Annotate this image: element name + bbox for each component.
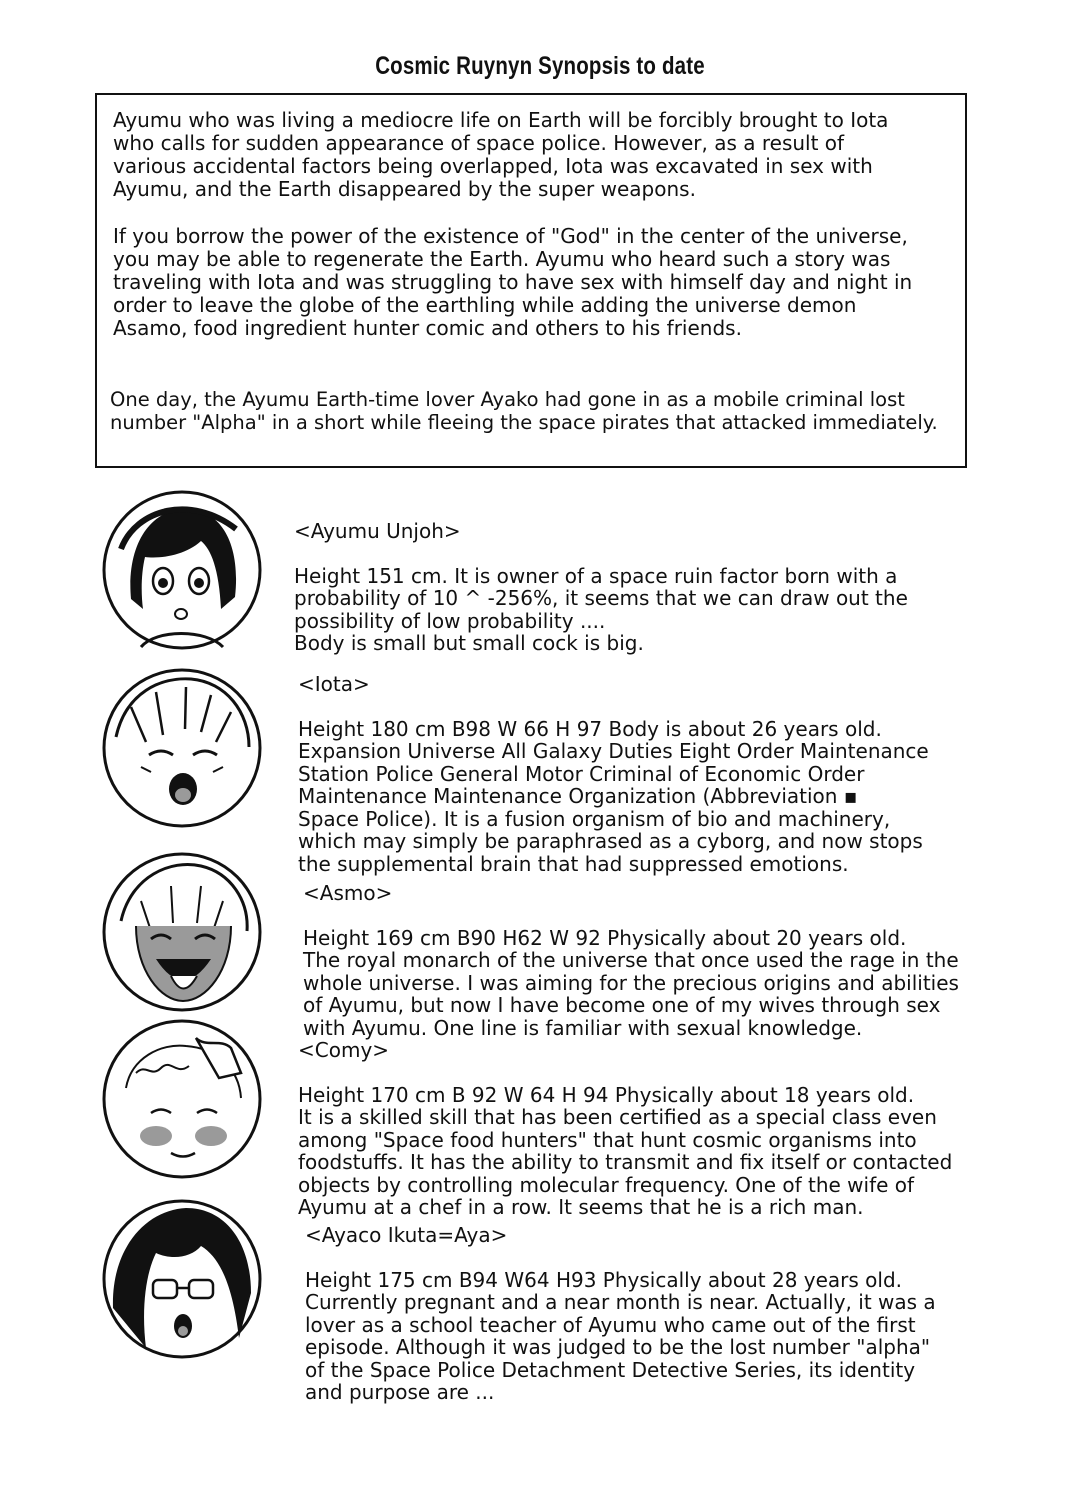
- portrait-ayaco: [101, 1198, 263, 1360]
- synopsis-box: [95, 93, 967, 468]
- portrait-iota: [101, 667, 263, 829]
- character-name: <Ayumu Unjoh>: [294, 518, 461, 543]
- character-bio-ayaco: [305, 1201, 1025, 1404]
- synopsis-paragraph-2: If you borrow the power of the existence of "God" in the center of the universe, you may be able to regenerate the Earth. Ayumu who heard such a story was traveling with Iota and was struggling to have sex with himself day and night in order to leave the globe of the earthling while adding the universe demon Asamo, food ingredient hunter comic and others to his friends.: [113, 224, 913, 340]
- character-name: <Ayaco Ikuta=Aya>: [305, 1222, 508, 1247]
- portrait-asmo: [101, 851, 263, 1013]
- character-bio-asmo: [303, 859, 1023, 1039]
- character-description: Height 180 cm B98 W 66 H 97 Body is about 26 years old. Expansion Universe All Galaxy Duties Eight Order Maintenance Station Police General Motor Criminal of Economic Order Maintenance Maintenance Organization (Abbreviation ▪ Space Police). It is a fusion organism of bio and machinery, which may simply be paraphrased as a cyborg, and now stops the supplemental brain that had suppressed emotions.: [298, 716, 929, 876]
- character-name: <Iota>: [298, 671, 370, 696]
- character-name: <Asmo>: [303, 880, 393, 905]
- synopsis-paragraph-3: One day, the Ayumu Earth-time lover Ayako had gone in as a mobile criminal lost number "Alpha" in a short while fleeing the space pirates that attacked immediately.: [110, 388, 938, 434]
- character-bio-iota: [298, 650, 1018, 875]
- character-description: Height 169 cm B90 H62 W 92 Physically about 20 years old. The royal monarch of the universe that once used the rage in the whole universe. I was aiming for the precious origins and abilities of Ayumu, but now I have become one of my wives through sex with Ayumu. One line is familiar with sexual knowledge.: [303, 925, 959, 1040]
- portrait-ayumu: [101, 489, 263, 651]
- page-title: Cosmic Ruynyn Synopsis to date: [375, 52, 705, 80]
- synopsis-paragraph-1: Ayumu who was living a mediocre life on Earth will be forcibly brought to Iota who calls for sudden appearance of space police. However, as a result of various accidental factors being overlapped, Iota was excavated in sex with Ayumu, and the Earth disappeared by the super weapons.: [113, 108, 889, 201]
- character-description: Height 170 cm B 92 W 64 H 94 Physically about 18 years old. It is a skilled skill that has been certified as a special class even among "Space food hunters" that hunt cosmic organisms into foodstuffs. It has the ability to transmit and fix itself or contacted objects by controlling molecular frequency. One of the wife of Ayumu at a chef in a row. It seems that he is a rich man.: [298, 1082, 953, 1219]
- character-description: Height 151 cm. It is owner of a space ruin factor born with a probability of 10 ^ -256%, it seems that we can draw out the possibility of low probability .... Body is small but small cock is big.: [294, 563, 908, 655]
- character-bio-comy: [298, 1016, 1018, 1219]
- character-name: <Comy>: [298, 1037, 390, 1062]
- character-bio-ayumu: [294, 497, 1014, 655]
- portrait-comy: [101, 1018, 263, 1180]
- character-description: Height 175 cm B94 W64 H93 Physically about 28 years old. Currently pregnant and a near month is near. Actually, it was a lover as a school teacher of Ayumu who came out of the first episode. Although it was judged to be the lost number "alpha" of the Space Police Detachment Detective Series, its identity and purpose are ...: [305, 1267, 936, 1404]
